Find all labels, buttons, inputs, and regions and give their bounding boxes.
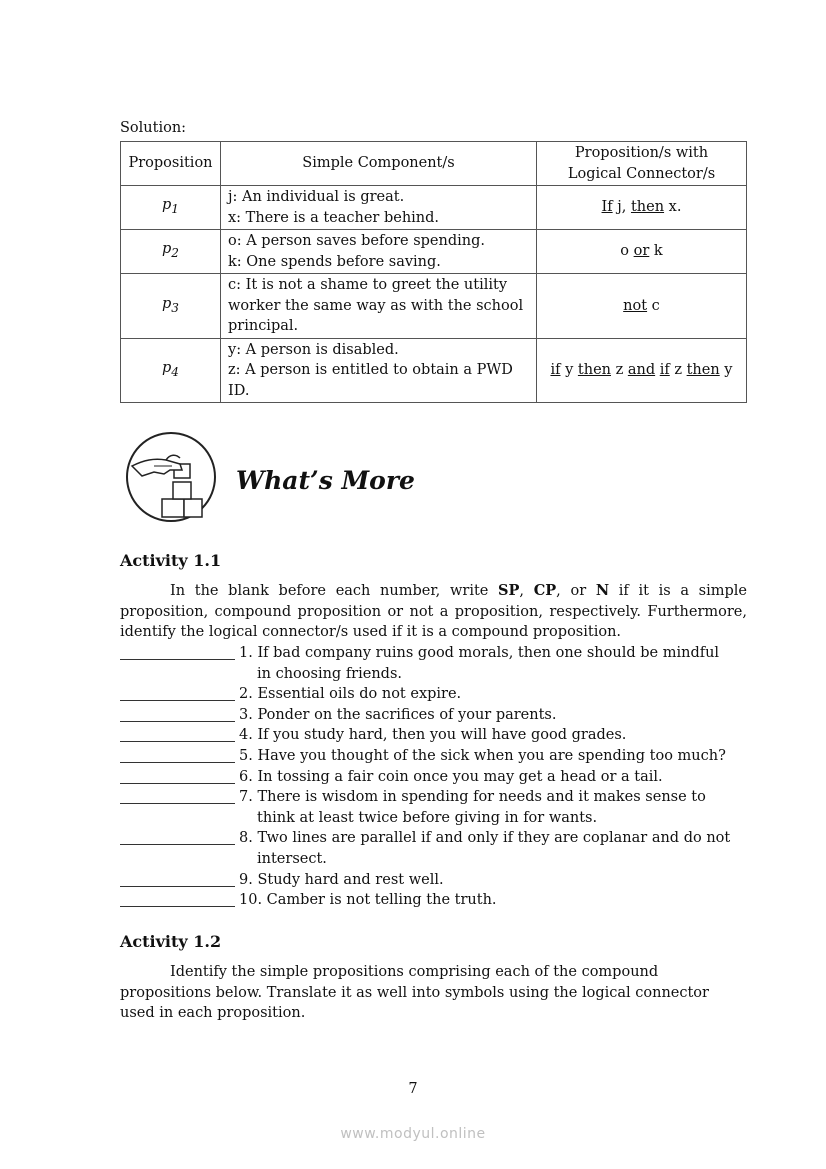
list-item: 7. There is wisdom in spending for needs and it makes sense to think at least twice before giving in for wants. <box>120 787 760 828</box>
answer-blank[interactable] <box>120 830 235 845</box>
header-connectors: Proposition/s with Logical Connector/s <box>537 142 747 186</box>
header-simple-components: Simple Component/s <box>221 142 537 186</box>
activity-1-instructions: In the blank before each number, write SP, CP, or N if it is a simple proposition, compound proposition or not a proposition, respectively. Furthermore, identify the logical connector/s used if it is a compound proposition. <box>120 582 747 641</box>
list-item: 3. Ponder on the sacrifices of your parents. <box>120 705 760 726</box>
list-item: 10. Camber is not telling the truth. <box>120 890 760 911</box>
answer-blank[interactable] <box>120 789 235 804</box>
watermark: www.modyul.online <box>340 1126 486 1142</box>
proposition-cell: $p_2$ <box>121 230 221 274</box>
activity-1-title: Activity 1.1 <box>120 551 222 570</box>
solution-label: Solution: <box>120 120 187 136</box>
answer-blank[interactable] <box>120 645 235 660</box>
table-row <box>121 274 747 339</box>
list-item: 6. In tossing a fair coin once you may get a head or a tail. <box>120 767 760 788</box>
answer-blank[interactable] <box>120 748 235 763</box>
activity-2-instructions: Identify the simple propositions comprising each of the compound propositions below. Translate it as well into symbols using the logical connector used in each proposition. <box>120 964 709 1022</box>
answer-blank[interactable] <box>120 872 235 887</box>
answer-blank[interactable] <box>120 769 235 784</box>
section-title: What’s More <box>236 466 415 495</box>
list-item: 9. Study hard and rest well. <box>120 870 760 891</box>
list-item: 8. Two lines are parallel if and only if they are coplanar and do not intersect. <box>120 828 760 869</box>
activity-1-items <box>120 643 760 911</box>
table-row <box>121 186 747 230</box>
proposition-cell: $p_1$ <box>121 186 221 230</box>
list-item: 4. If you study hard, then you will have good grades. <box>120 725 760 746</box>
table-header-row <box>121 142 747 186</box>
connector-cell: If j, then x. <box>537 186 747 230</box>
components-cell: c: It is not a shame to greet the utility worker the same way as with the school principal. <box>221 274 537 339</box>
connector-cell: if y then z and if z then y <box>537 338 747 403</box>
connector-cell: not c <box>537 274 747 339</box>
table-row <box>121 230 747 274</box>
solution-table <box>120 141 747 403</box>
components-cell: o: A person saves before spending. k: One spends before saving. <box>221 230 537 274</box>
list-item: 1. If bad company ruins good morals, then one should be mindful in choosing friends. <box>120 643 760 684</box>
proposition-cell: $p_3$ <box>121 274 221 339</box>
components-cell: j: An individual is great. x: There is a teacher behind. <box>221 186 537 230</box>
list-item: 5. Have you thought of the sick when you are spending too much? <box>120 746 760 767</box>
answer-blank[interactable] <box>120 727 235 742</box>
proposition-cell: $p_4$ <box>121 338 221 403</box>
answer-blank[interactable] <box>120 686 235 701</box>
page-number: 7 <box>408 1081 418 1097</box>
table-row <box>121 338 747 403</box>
connector-cell: o or k <box>537 230 747 274</box>
components-cell: y: A person is disabled. z: A person is entitled to obtain a PWD ID. <box>221 338 537 403</box>
stacking-blocks-icon <box>124 430 218 528</box>
list-item: 2. Essential oils do not expire. <box>120 684 760 705</box>
answer-blank[interactable] <box>120 707 235 722</box>
header-proposition: Proposition <box>121 142 221 186</box>
activity-2-title: Activity 1.2 <box>120 932 222 951</box>
answer-blank[interactable] <box>120 892 235 907</box>
